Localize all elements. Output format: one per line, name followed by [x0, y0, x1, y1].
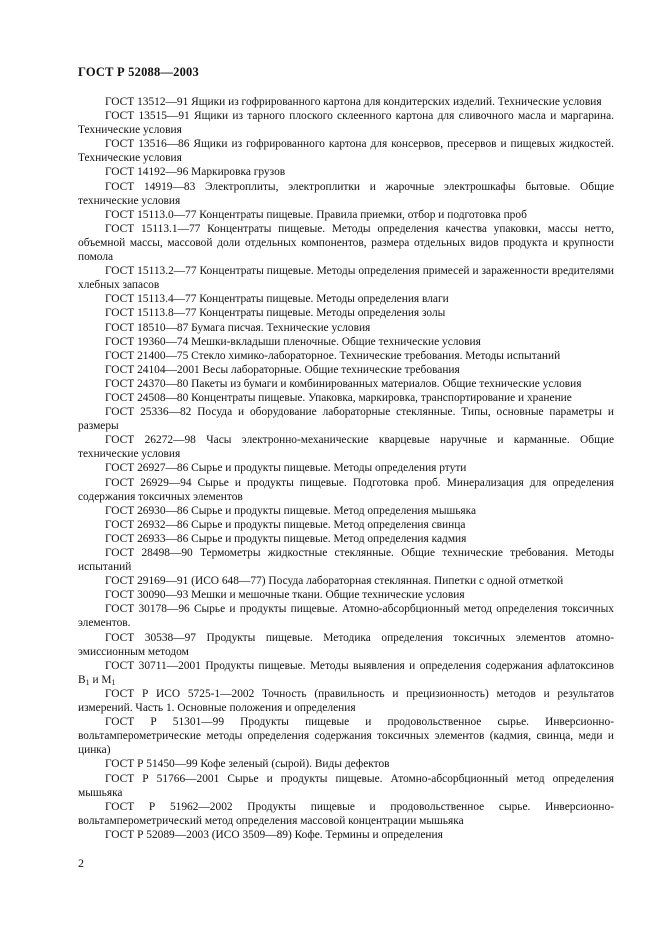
list-item: ГОСТ 24104—2001 Весы лабораторные. Общие технические требования: [105, 363, 460, 376]
list-item: ГОСТ 26929—94 Сырье и продукты пищевые. Подготовка проб. Минерализация для определения содержания токсичных элементов: [78, 476, 614, 503]
list-item: ГОСТ 14919—83 Электроплиты, электроплитки и жарочные электрошкафы бытовые. Общие технические условия: [78, 180, 614, 207]
list-item: ГОСТ 28498—90 Термометры жидкостные стеклянные. Общие технические требования. Методы испытаний: [78, 547, 614, 574]
list-item: ГОСТ Р 51450—99 Кофе зеленый (сырой). Виды дефектов: [105, 758, 390, 771]
list-item: ГОСТ Р 51301—99 Продукты пищевые и продовольственное сырье. Инверсионно-вольтамперометрические методы определения содержания токсичных элементов (кадмия, свинца, меди и цинка): [78, 716, 614, 757]
list-item: ГОСТ 25336—82 Посуда и оборудование лабораторные стеклянные. Типы, основные параметры и размеры: [78, 406, 614, 433]
aflatoxin-conj: и M: [89, 673, 112, 686]
reference-list: [78, 95, 614, 842]
list-item: ГОСТ 30090—93 Мешки и мешочные ткани. Общие технические условия: [105, 589, 465, 602]
subscript-m1: 1: [111, 677, 116, 687]
list-item: ГОСТ 15113.2—77 Концентраты пищевые. Методы определения примесей и зараженности вредителями хлебных запасов: [78, 265, 614, 292]
list-item: ГОСТ 15113.0—77 Концентраты пищевые. Правила приемки, отбор и подготовка проб: [105, 208, 527, 221]
list-item: ГОСТ 26930—86 Сырье и продукты пищевые. Метод определения мышьяка: [105, 504, 477, 517]
list-item: ГОСТ 13512—91 Ящики из гофрированного картона для кондитерских изделий. Технические условия: [105, 96, 602, 108]
list-item: ГОСТ 30178—96 Сырье и продукты пищевые. Атомно-абсорбционный метод определения токсичных элементов.: [78, 603, 614, 630]
list-item: ГОСТ 26933—86 Сырье и продукты пищевые. Метод определения кадмия: [105, 532, 467, 545]
list-item: ГОСТ Р ИСО 5725-1—2002 Точность (правильность и прецизионность) методов и результатов измерений. Часть 1. Основные положения и определения: [78, 687, 614, 715]
list-item: ГОСТ 19360—74 Мешки-вкладыши пленочные. Общие технические условия: [105, 335, 481, 348]
list-item: ГОСТ 21400—75 Стекло химико-лабораторное. Технические требования. Методы испытаний: [105, 349, 561, 362]
list-item: ГОСТ 30538—97 Продукты пищевые. Методика определения токсичных элементов атомно-эмиссионным методом: [78, 631, 614, 658]
list-item: ГОСТ 24370—80 Пакеты из бумаги и комбинированных материалов. Общие технические условия: [105, 377, 582, 390]
list-item: ГОСТ 18510—87 Бумага писчая. Технические условия: [105, 321, 371, 334]
list-item: ГОСТ Р 51766—2001 Сырье и продукты пищевые. Атомно-абсорбционный метод определения мышьяка: [78, 772, 614, 799]
list-item: ГОСТ 15113.1—77 Концентраты пищевые. Методы определения качества упаковки, массы нетто, объемной массы, массовой доли отдельных компонентов, размера отдельных видов продукта и крупности помола: [78, 222, 614, 264]
list-item: ГОСТ 29169—91 (ИСО 648—77) Посуда лабораторная стеклянная. Пипетки с одной отметкой: [105, 575, 564, 588]
list-item: ГОСТ 26932—86 Сырье и продукты пищевые. Метод определения свинца: [105, 518, 466, 531]
list-item: ГОСТ 14192—96 Маркировка грузов: [105, 166, 286, 179]
list-item: ГОСТ 26927—86 Сырье и продукты пищевые. Методы определения ртути: [105, 462, 467, 475]
aflatoxin-text: ГОСТ 30711—2001 Продукты пищевые. Методы выявления и определения содержания афлатоксинов B: [78, 659, 614, 686]
page-number: 2: [78, 856, 84, 870]
list-item: ГОСТ 15113.4—77 Концентраты пищевые. Методы определения влаги: [105, 293, 449, 306]
list-item: ГОСТ 24508—80 Концентраты пищевые. Упаковка, маркировка, транспортирование и хранение: [105, 391, 572, 404]
document-header: ГОСТ Р 52088—2003: [78, 65, 199, 79]
list-item: ГОСТ 13515—91 Ящики из тарного плоского склеенного картона для сливочного масла и маргарина. Технические условия: [78, 110, 614, 137]
list-item-aflatoxins: [78, 659, 614, 687]
list-item: ГОСТ 26272—98 Часы электронно-механические кварцевые наручные и карманные. Общие технические условия: [78, 434, 614, 461]
list-item: ГОСТ 15113.8—77 Концентраты пищевые. Методы определения золы: [105, 307, 446, 320]
subscript-b1: 1: [85, 677, 90, 687]
list-item: ГОСТ 13516—86 Ящики из гофрированного картона для консервов, пресервов и пищевых жидкостей. Технические условия: [78, 138, 614, 165]
list-item: ГОСТ Р 51962—2002 Продукты пищевые и продовольственное сырье. Инверсионно-вольтамперометрический метод определения массовой концентрации мышьяка: [78, 800, 614, 827]
list-item: ГОСТ Р 52089—2003 (ИСО 3509—89) Кофе. Термины и определения: [105, 828, 443, 841]
